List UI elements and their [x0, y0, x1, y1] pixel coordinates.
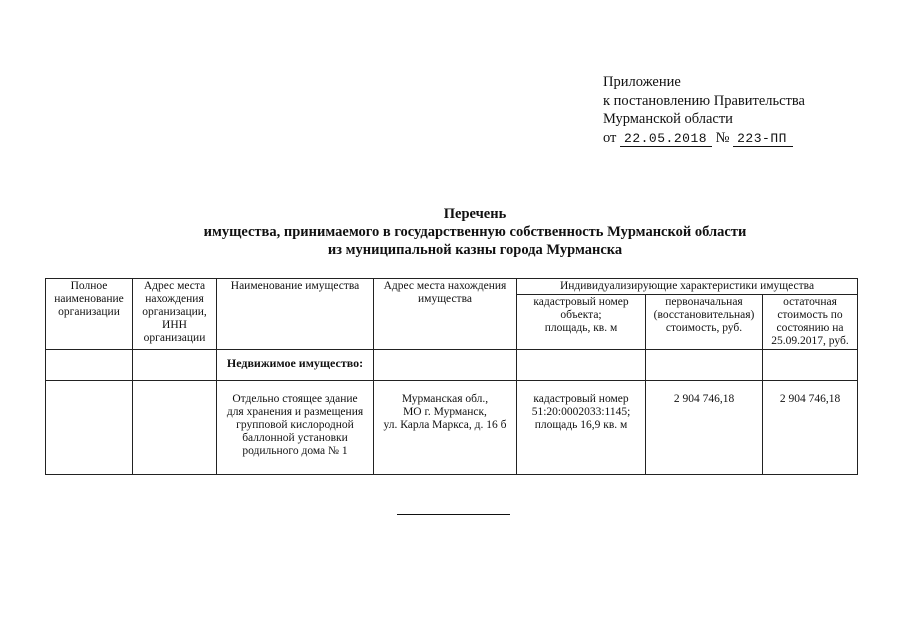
section-label: Недвижимое имущество: — [217, 350, 374, 381]
header-text: наименование — [54, 293, 124, 305]
closing-divider — [397, 514, 510, 515]
cell-initial-cost: 2 904 746,18 — [646, 381, 763, 475]
title-line-2: имущества, принимаемого в государственную собственность Мурманской области — [203, 224, 747, 240]
cell-text: для хранения и размещения — [226, 406, 364, 418]
header-text: организации — [58, 306, 120, 318]
cell-text: 51:20:0002033:1145; — [531, 406, 631, 418]
header-text: организации — [143, 332, 206, 344]
section-empty-cell — [374, 350, 517, 381]
header-text: первоначальная — [665, 296, 743, 308]
header-text: нахождения — [145, 293, 204, 305]
header-text: площадь, кв. м — [544, 322, 618, 334]
cell-residual-cost: 2 904 746,18 — [763, 381, 858, 475]
cell-text: групповой кислородной — [236, 419, 354, 431]
appendix-block — [603, 73, 805, 147]
cell-cadastral — [517, 381, 646, 475]
header-cadastral — [517, 295, 646, 350]
cell-org-name — [46, 381, 133, 475]
section-empty-cell — [646, 350, 763, 381]
document-date: 22.05.2018 — [620, 131, 712, 147]
header-initial-cost — [646, 295, 763, 350]
header-property-name — [217, 279, 374, 350]
document-number: 223-ПП — [733, 131, 793, 147]
cell-text: МО г. Мурманск, — [403, 406, 487, 418]
header-text: Полное — [70, 280, 108, 292]
table-row — [46, 381, 858, 475]
cell-text: кадастровый номер — [533, 393, 629, 405]
date-prefix: от — [603, 129, 617, 146]
section-empty-cell — [46, 350, 133, 381]
header-text: стоимость по — [777, 309, 843, 321]
cell-text: ул. Карла Маркса, д. 16 б — [383, 419, 507, 431]
header-text: состоянию на — [776, 322, 844, 334]
title-line-3: из муниципальной казны города Мурманска — [327, 242, 623, 258]
section-empty-cell — [517, 350, 646, 381]
header-characteristics-group — [517, 279, 858, 295]
header-property-address — [374, 279, 517, 350]
appendix-line-3: Мурманской области — [603, 111, 733, 127]
header-text: стоимость, руб. — [665, 322, 743, 334]
number-prefix: № — [715, 129, 730, 146]
section-row — [46, 350, 858, 381]
cell-text: Мурманская обл., — [401, 393, 489, 405]
document-title — [150, 205, 800, 259]
header-org-name — [46, 279, 133, 350]
header-row-1 — [46, 279, 858, 295]
header-text: (восстановительная) — [653, 309, 755, 321]
header-text: Адрес места — [143, 280, 206, 292]
cell-property-address — [374, 381, 517, 475]
header-text: 25.09.2017, руб. — [771, 335, 849, 347]
title-line-1: Перечень — [443, 206, 507, 222]
section-empty-cell — [763, 350, 858, 381]
header-org-address — [133, 279, 217, 350]
section-empty-cell — [133, 350, 217, 381]
cell-org-address — [133, 381, 217, 475]
header-text: организации, — [142, 306, 207, 318]
header-text: Адрес места нахождения — [383, 280, 507, 292]
header-residual-cost — [763, 295, 858, 350]
cell-text: родильного дома № 1 — [242, 445, 348, 457]
cell-text: баллонной установки — [242, 432, 348, 444]
header-text: объекта; — [560, 309, 602, 321]
appendix-date-line — [603, 129, 805, 148]
cell-text: площадь 16,9 кв. м — [534, 419, 628, 431]
header-text: кадастровый номер — [533, 296, 629, 308]
appendix-line-2: к постановлению Правительства — [603, 92, 805, 109]
header-text: ИНН — [162, 319, 187, 331]
cell-text: Отдельно стоящее здание — [232, 393, 358, 405]
property-table — [45, 278, 858, 475]
header-text: Наименование имущества — [230, 280, 360, 292]
header-text: остаточная — [783, 296, 837, 308]
cell-property-name — [217, 381, 374, 475]
header-text: имущества — [418, 293, 472, 305]
appendix-line-1: Приложение — [603, 74, 681, 90]
header-text: Индивидуализирующие характеристики имущества — [559, 280, 815, 292]
